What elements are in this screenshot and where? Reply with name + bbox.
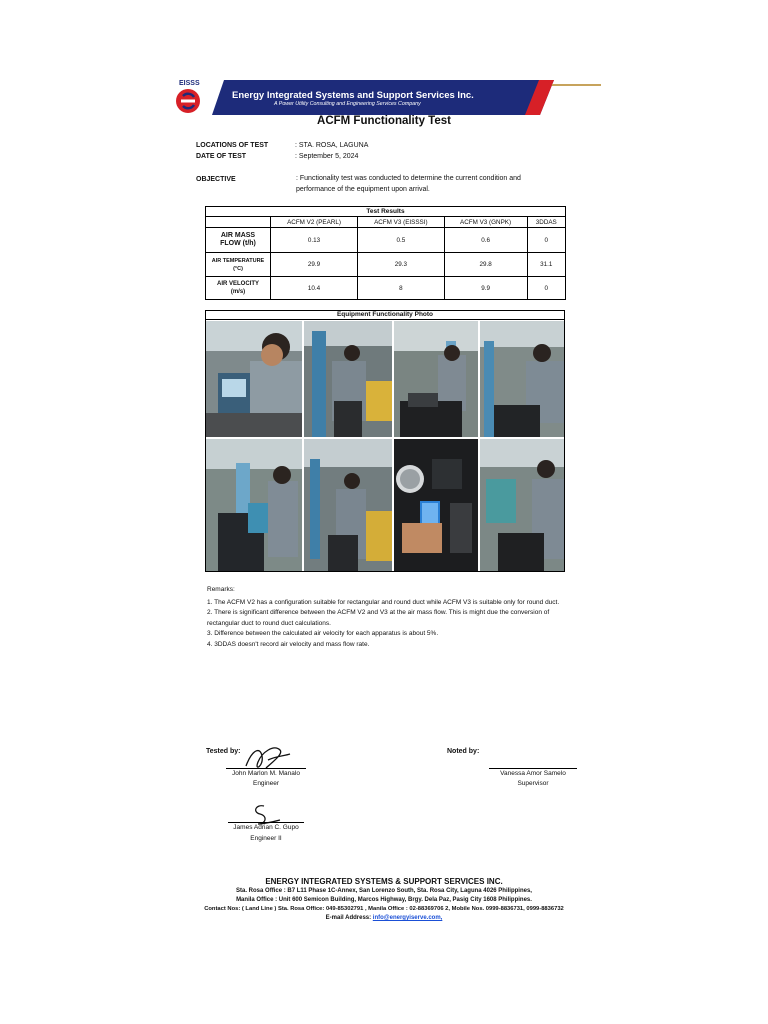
document-title: ACFM Functionality Test	[317, 115, 451, 127]
table-cell: 8	[358, 277, 445, 300]
email-link[interactable]: info@energyiserve.com,	[372, 915, 443, 921]
remark-item: 4. 3DDAS doesn't record air velocity and mass flow rate.	[207, 640, 370, 648]
table-cell: 0.6	[444, 228, 527, 253]
table-row	[206, 228, 566, 253]
column-header: ACFM V3 (GNPK)	[444, 217, 527, 228]
table-cell: 10.4	[271, 277, 358, 300]
company-logo	[175, 88, 201, 114]
tester1-name: John Marlon M. Manalo	[232, 770, 300, 777]
row-header-line2: FLOW (t/h)	[220, 240, 256, 247]
table-caption: Test Results	[206, 207, 566, 217]
noter-title: Supervisor	[517, 780, 549, 787]
column-header: 3DDAS	[527, 217, 565, 228]
remark-item: 1. The ACFM V2 has a configuration suitable for rectangular and round duct while ACFM V3 is suitable only for round duct.	[207, 598, 560, 606]
email-label: E-mail Address:	[325, 915, 373, 921]
company-name: Energy Integrated Systems and Support Services Inc.	[232, 90, 474, 101]
table-header-row	[206, 217, 566, 228]
table-cell: 0	[527, 277, 565, 300]
remark-item: 2. There is significant difference between the ACFM V2 and V3 at the air mass flow. This is might due the conversion of rectangular duct to round duct calculations.	[207, 609, 550, 627]
remark-item: 3. Difference between the calculated air velocity for each apparatus is about 5%.	[207, 630, 439, 637]
column-header: ACFM V3 (EISSSI)	[358, 217, 445, 228]
row-header	[206, 228, 271, 253]
test-photo	[206, 439, 302, 571]
test-photo	[394, 439, 478, 571]
row-header	[206, 253, 271, 277]
row-header	[206, 277, 271, 300]
row-header-line1: AIR TEMPERATURE	[211, 257, 265, 264]
location-value: : STA. ROSA, LAGUNA	[295, 142, 369, 149]
row-header-line1: AIR VELOCITY	[216, 281, 259, 287]
tested-by-label: Tested by:	[206, 748, 241, 755]
table-cell: 31.1	[527, 253, 565, 277]
test-photo	[394, 321, 478, 437]
tester2-name: James Adrian C. Gupo	[233, 824, 299, 831]
company-tagline: A Power Utility Consulting and Engineering Services Company	[274, 101, 421, 107]
footer-address-line1: Sta. Rosa Office : B7 L11 Phase 1C-Annex, San Lorenzo South, Sta. Rosa City, Laguna 4026 Philippines,	[236, 888, 532, 894]
table-cell: 9.9	[444, 277, 527, 300]
table-cell: 29.8	[444, 253, 527, 277]
noter-name: Vanessa Amor Samelo	[500, 770, 566, 777]
row-header-line1: AIR MASS	[220, 232, 256, 239]
objective-text-line1: : Functionality test was conducted to determine the current condition and	[296, 175, 521, 182]
date-value: : September 5, 2024	[295, 153, 359, 160]
test-photo	[304, 321, 392, 437]
table-row	[206, 277, 566, 300]
table-cell: 29.3	[358, 253, 445, 277]
objective-text-line2: performance of the equipment upon arrival.	[296, 186, 430, 193]
row-header-line2: (°C)	[233, 265, 243, 272]
footer-contact-line: Contact Nos: ( Land Line ) Sta. Rosa Office: 049-85302791 , Manila Office : 02-88369706 2, Mobile Nos. 0999-8836731, 0999-8836732	[204, 906, 564, 912]
test-photo	[304, 439, 392, 571]
test-photo	[206, 321, 302, 437]
footer-company-name: ENERGY INTEGRATED SYSTEMS & SUPPORT SERVICES INC.	[265, 877, 503, 886]
table-cell: 29.9	[271, 253, 358, 277]
table-cell: 0	[527, 228, 565, 253]
logo-label: EISSS	[179, 80, 200, 87]
photo-grid	[206, 321, 564, 571]
date-label: DATE OF TEST	[196, 153, 247, 160]
test-results-table	[205, 206, 566, 300]
tester2-title: Engineer II	[250, 835, 282, 842]
row-header-line2: (m/s)	[230, 289, 246, 295]
remarks-heading: Remarks:	[207, 586, 235, 593]
footer-address-line2: Manila Office : Unit 600 Semicon Building, Marcos Highway, Brgy. Dela Paz, Pasig City 1608 Philippines.	[236, 897, 532, 903]
column-header: ACFM V2 (PEARL)	[271, 217, 358, 228]
table-cell: 0.13	[271, 228, 358, 253]
remarks-section	[207, 585, 563, 650]
test-photo	[480, 439, 564, 571]
tester1-title: Engineer	[252, 780, 280, 787]
objective-label: OBJECTIVE	[196, 176, 236, 183]
table-row	[206, 253, 566, 277]
table-corner-cell	[206, 217, 271, 228]
header-accent-line	[552, 84, 601, 86]
location-label: LOCATIONS OF TEST	[196, 142, 269, 149]
noted-by-label: Noted by:	[447, 748, 480, 755]
test-photo	[480, 321, 564, 437]
photo-panel-caption: Equipment Functionality Photo	[206, 311, 564, 320]
footer-email-line	[168, 914, 600, 923]
table-cell: 0.5	[358, 228, 445, 253]
